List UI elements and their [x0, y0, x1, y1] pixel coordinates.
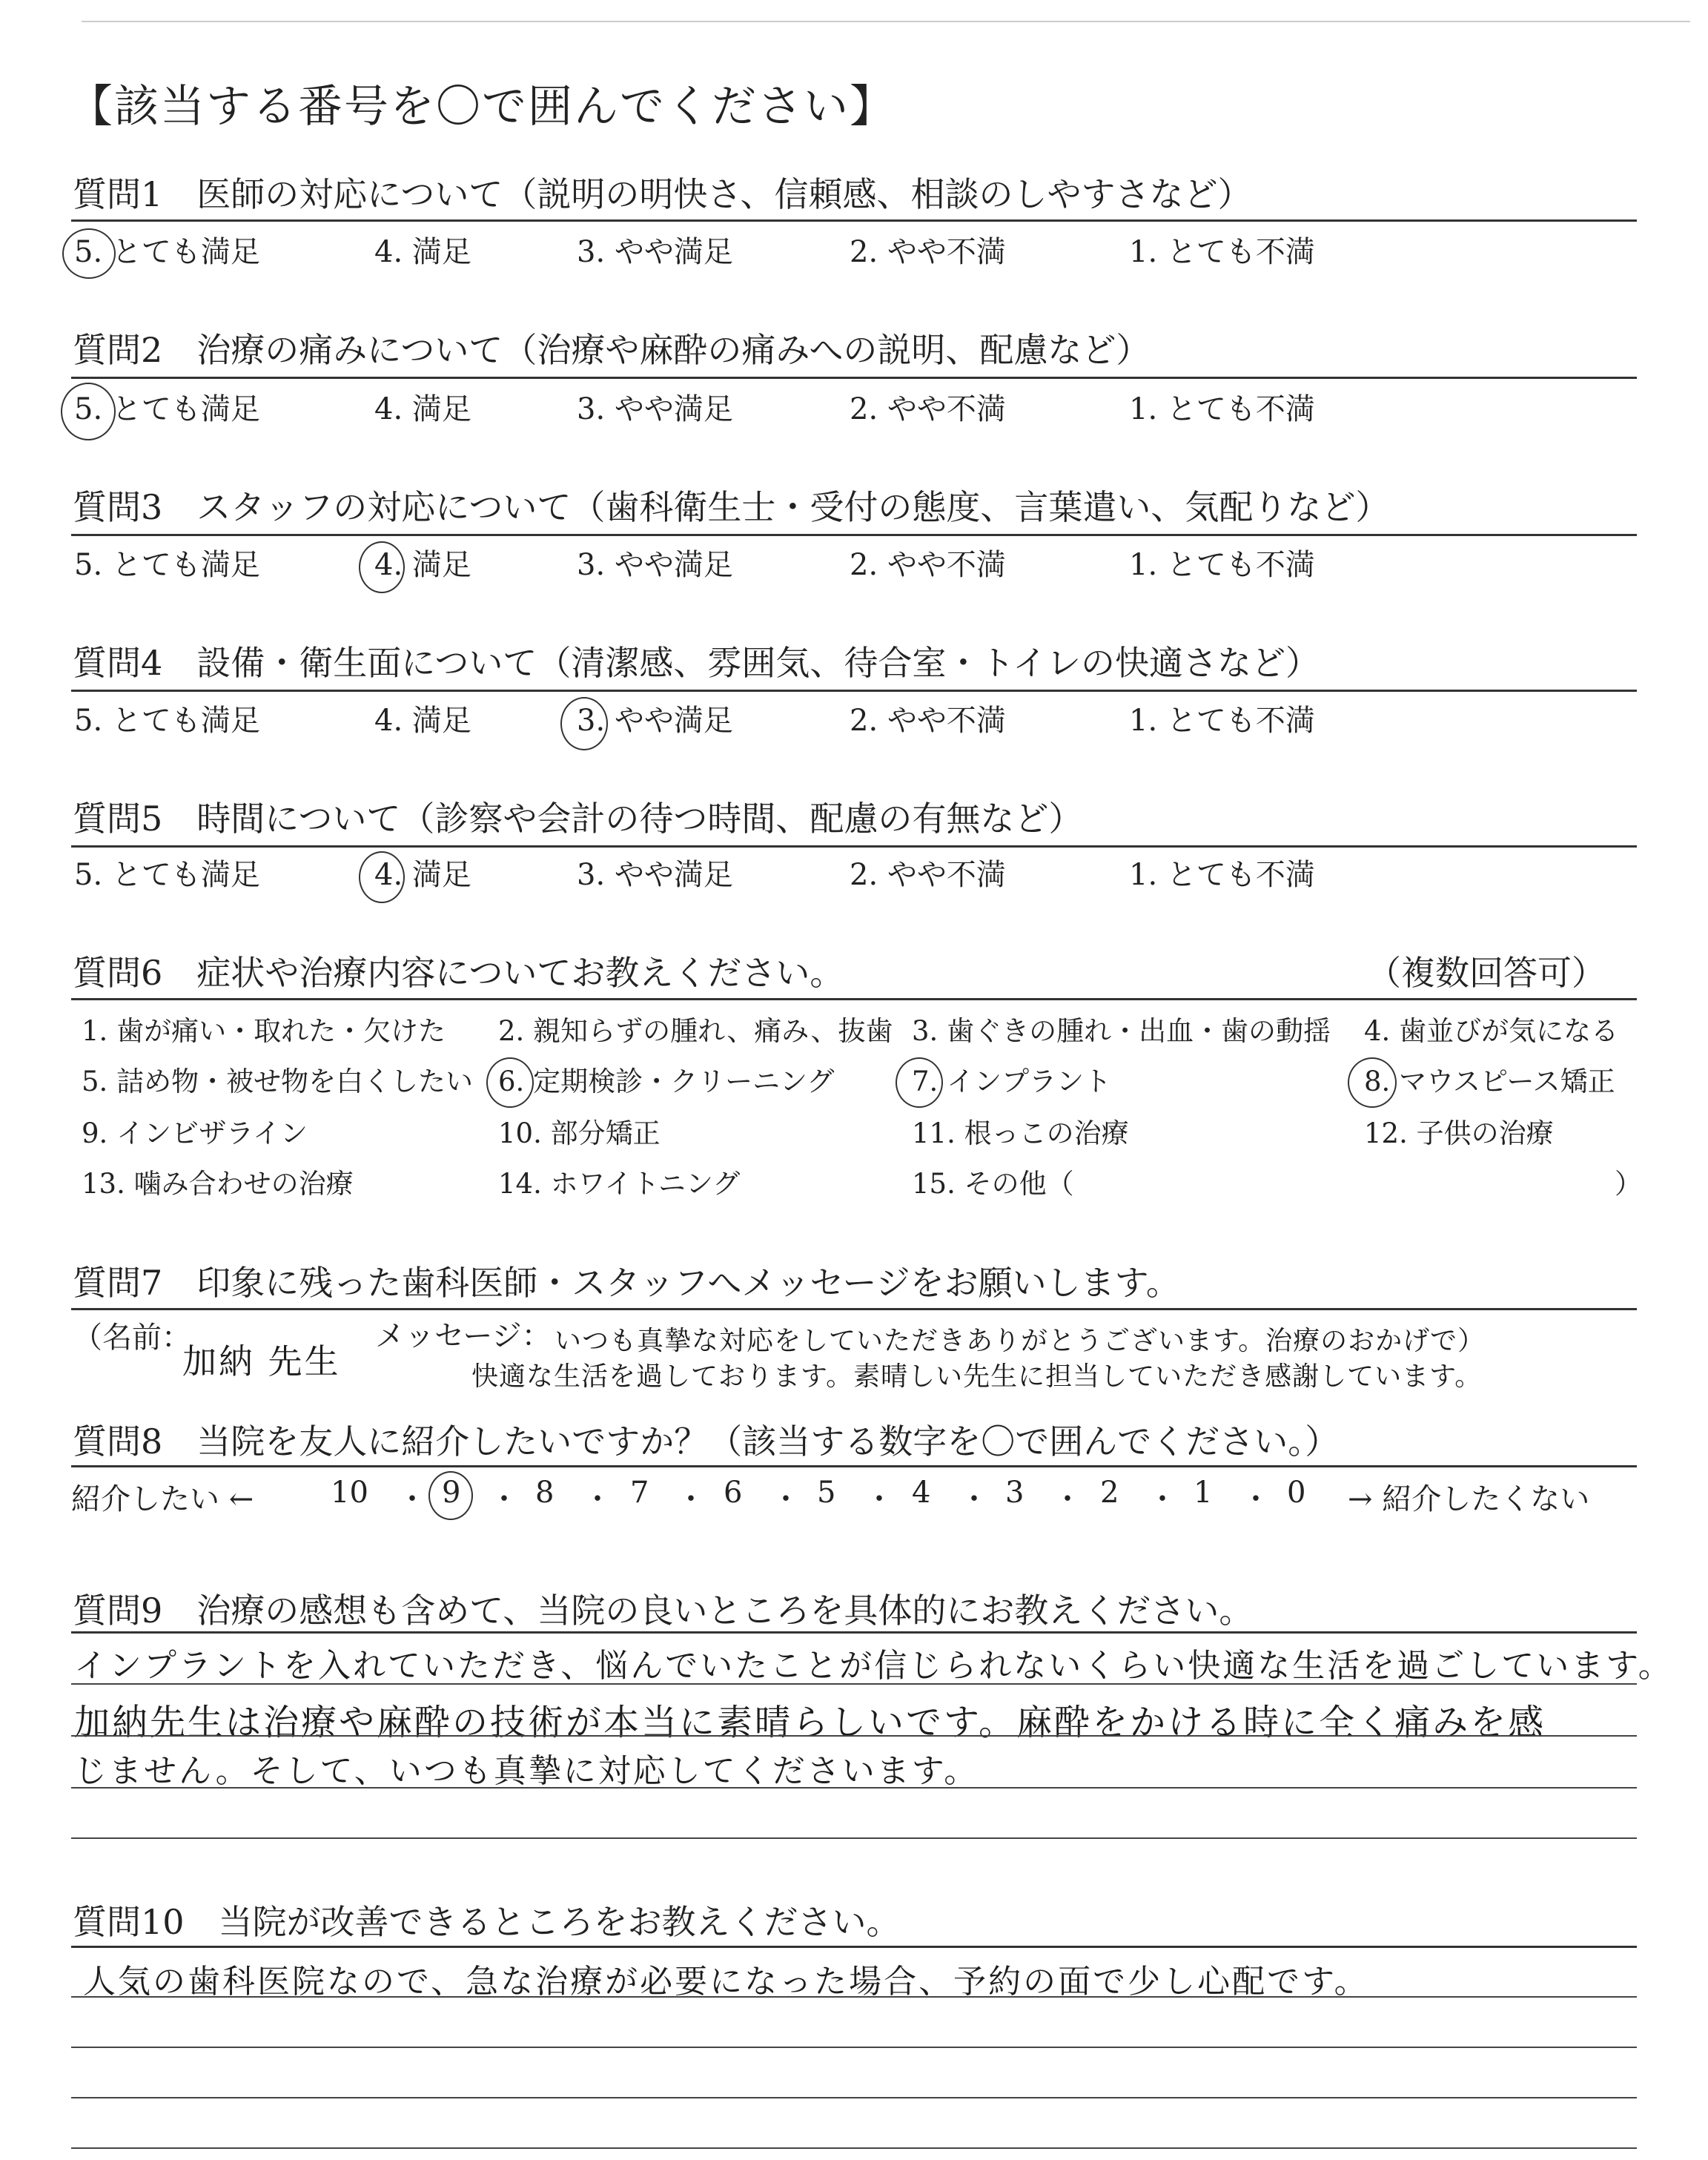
q4-option-4[interactable]: 4. 満足	[374, 704, 471, 738]
q8-scale-5[interactable]: 5	[817, 1476, 836, 1510]
q6-note: （複数回答可）	[1367, 953, 1606, 993]
q6-option-11[interactable]: 11. 根っこの治療	[912, 1117, 1129, 1149]
q6-title: 質問6 症状や治療内容についてお教えください。	[73, 953, 844, 993]
q8-scale-10[interactable]: 10	[331, 1476, 368, 1510]
q9-answer-line-1[interactable]: インプラントを入れていただき、悩んでいたことが信じられないくらい快適な生活を過ごしています。	[74, 1647, 1673, 1685]
q6-option-8[interactable]: 8. マウスピース矯正	[1364, 1066, 1615, 1097]
q8-scale-dot: ・	[1241, 1482, 1271, 1516]
q8-left-label: 紹介したい ←	[71, 1482, 254, 1516]
q8-scale-8[interactable]: 8	[535, 1476, 555, 1510]
q8-scale-dot: ・	[864, 1482, 894, 1516]
q4-title: 質問4 設備・衛生面について（清潔感、雰囲気、待合室・トイレの快適さなど）	[73, 643, 1320, 683]
q2-option-1[interactable]: 1. とても不満	[1129, 392, 1315, 426]
q7-name-value[interactable]: 加納 先生	[182, 1341, 341, 1381]
q6-option-6[interactable]: 6. 定期検診・クリーニング	[498, 1066, 835, 1097]
q2-option-5[interactable]: 5. とても満足	[74, 392, 260, 426]
q8-scale-4[interactable]: 4	[912, 1476, 931, 1510]
q6-option-12[interactable]: 12. 子供の治療	[1364, 1117, 1554, 1149]
q2-rule	[71, 377, 1637, 379]
q9-line-3	[71, 1787, 1637, 1789]
q10-answer-line-1[interactable]: 人気の歯科医院なので、急な治療が必要になった場合、予約の面で少し心配です。	[83, 1963, 1369, 2001]
top-border	[82, 21, 1690, 22]
q7-rule	[71, 1308, 1637, 1310]
q7-message-label: メッセージ：	[375, 1319, 552, 1353]
q1-option-5[interactable]: 5. とても満足	[74, 235, 260, 269]
q3-option-2[interactable]: 2. やや不満	[850, 548, 1006, 582]
q10-line-4	[71, 2147, 1637, 2149]
q8-scale-3[interactable]: 3	[1005, 1476, 1025, 1510]
q1-option-2[interactable]: 2. やや不満	[850, 235, 1006, 269]
q2-option-3[interactable]: 3. やや満足	[577, 392, 733, 426]
q6-rule	[71, 998, 1637, 1000]
q1-rule	[71, 219, 1637, 222]
q8-scale-1[interactable]: 1	[1194, 1476, 1213, 1510]
q6-option-10[interactable]: 10. 部分矯正	[498, 1117, 661, 1149]
q10-title: 質問10 当院が改善できるところをお教えください。	[73, 1902, 901, 1942]
q4-option-1[interactable]: 1. とても不満	[1129, 704, 1315, 738]
q5-title: 質問5 時間について（診察や会計の待つ時間、配慮の有無など）	[73, 799, 1083, 839]
q8-scale-2[interactable]: 2	[1100, 1476, 1119, 1510]
q8-scale-dot: ・	[676, 1482, 706, 1516]
q6-option-1[interactable]: 1. 歯が痛い・取れた・欠けた	[82, 1015, 446, 1047]
q10-line-1	[71, 1996, 1637, 1998]
q8-scale-6[interactable]: 6	[724, 1476, 743, 1510]
q8-title: 質問8 当院を友人に紹介したいですか？（該当する数字を〇で囲んでください。）	[73, 1421, 1340, 1462]
q1-option-4[interactable]: 4. 満足	[374, 235, 471, 269]
q3-rule	[71, 534, 1637, 536]
q3-option-3[interactable]: 3. やや満足	[577, 548, 733, 582]
q5-option-3[interactable]: 3. やや満足	[577, 858, 733, 892]
q6-option-15[interactable]: 15. その他（	[912, 1168, 1074, 1200]
q4-selection-circle	[560, 697, 608, 750]
q6-option-14[interactable]: 14. ホワイトニング	[498, 1168, 741, 1200]
q3-selection-circle	[359, 541, 405, 593]
q2-selection-circle	[61, 383, 116, 440]
q2-option-2[interactable]: 2. やや不満	[850, 392, 1006, 426]
q5-option-5[interactable]: 5. とても満足	[74, 858, 260, 892]
q6-selection-circle-7	[896, 1057, 943, 1108]
q10-line-2	[71, 2047, 1637, 2048]
q6-option-9[interactable]: 9. インビザライン	[82, 1117, 308, 1149]
q4-option-3[interactable]: 3. やや満足	[577, 704, 733, 738]
q10-line-3	[71, 2097, 1637, 2098]
q7-message-line-1[interactable]: いつも真摯な対応をしていただきありがとうございます。治療のおかげで）	[555, 1326, 1486, 1356]
q5-option-1[interactable]: 1. とても不満	[1129, 858, 1315, 892]
q6-option-3[interactable]: 3. 歯ぐきの腫れ・出血・歯の動揺	[912, 1015, 1331, 1047]
q9-line-1	[71, 1683, 1637, 1685]
q8-scale-dot: ・	[1053, 1482, 1082, 1516]
q8-scale-0[interactable]: 0	[1287, 1476, 1306, 1510]
q8-scale-7[interactable]: 7	[630, 1476, 649, 1510]
q8-scale-9[interactable]: 9	[442, 1476, 461, 1510]
q6-option-2[interactable]: 2. 親知らずの腫れ、痛み、抜歯	[498, 1015, 893, 1047]
q8-rule	[71, 1465, 1637, 1467]
q4-rule	[71, 690, 1637, 692]
q6-option-4[interactable]: 4. 歯並びが気になる	[1364, 1015, 1619, 1047]
q7-name-label: （名前：	[73, 1321, 191, 1355]
q6-selection-circle-8	[1348, 1057, 1397, 1108]
q8-selection-circle	[428, 1471, 473, 1520]
q6-option-15-close: ）	[1615, 1168, 1642, 1200]
q3-option-1[interactable]: 1. とても不満	[1129, 548, 1315, 582]
q9-line-2	[71, 1735, 1637, 1737]
q7-title: 質問7 印象に残った歯科医師・スタッフへメッセージをお願いします。	[73, 1263, 1180, 1303]
q5-option-2[interactable]: 2. やや不満	[850, 858, 1006, 892]
q4-option-2[interactable]: 2. やや不満	[850, 704, 1006, 738]
q1-title: 質問1 医師の対応について（説明の明快さ、信頼感、相談のしやすさなど）	[73, 174, 1252, 214]
q8-right-label: → 紹介したくない	[1348, 1482, 1590, 1516]
q6-option-13[interactable]: 13. 噛み合わせの治療	[82, 1168, 354, 1200]
q8-scale-dot: ・	[959, 1482, 989, 1516]
q8-scale-dot: ・	[771, 1482, 801, 1516]
q6-selection-circle-6	[486, 1057, 534, 1108]
q4-option-5[interactable]: 5. とても満足	[74, 704, 260, 738]
q3-option-5[interactable]: 5. とても満足	[74, 548, 260, 582]
q1-selection-circle	[62, 228, 116, 279]
q3-option-4[interactable]: 4. 満足	[374, 548, 471, 582]
q3-title: 質問3 スタッフの対応について（歯科衛生士・受付の態度、言葉遣い、気配りなど）	[73, 487, 1390, 527]
q9-answer-line-3[interactable]: じません。そして、いつも真摯に対応してくださいます。	[74, 1752, 979, 1790]
q5-rule	[71, 845, 1637, 848]
q8-scale-dot: ・	[397, 1482, 427, 1516]
q10-rule	[71, 1946, 1637, 1948]
q2-title: 質問2 治療の痛みについて（治療や麻酔の痛みへの説明、配慮など）	[73, 330, 1151, 370]
q6-option-7[interactable]: 7. インプラント	[912, 1066, 1112, 1097]
q9-rule	[71, 1631, 1637, 1634]
q9-title: 質問9 治療の感想も含めて、当院の良いところを具体的にお教えください。	[73, 1591, 1254, 1631]
form-header: 【該当する番号を〇で囲んでください】	[68, 81, 896, 133]
q2-option-4[interactable]: 4. 満足	[374, 392, 471, 426]
q8-scale-dot: ・	[1148, 1482, 1177, 1516]
q5-selection-circle	[359, 851, 405, 903]
q6-option-5[interactable]: 5. 詰め物・被せ物を白くしたい	[82, 1066, 474, 1097]
q8-scale-dot: ・	[583, 1482, 612, 1516]
q9-answer-line-2[interactable]: 加納先生は治療や麻酔の技術が本当に素晴らしいです。麻酔をかける時に全く痛みを感	[74, 1702, 1546, 1743]
q1-option-3[interactable]: 3. やや満足	[577, 235, 733, 269]
q7-message-line-2[interactable]: 快適な生活を過しております。素晴しい先生に担当していただき感謝しています。	[471, 1361, 1483, 1392]
q9-line-4	[71, 1837, 1637, 1839]
q5-option-4[interactable]: 4. 満足	[374, 858, 471, 892]
q1-option-1[interactable]: 1. とても不満	[1129, 235, 1315, 269]
q8-scale-dot: ・	[489, 1482, 519, 1516]
